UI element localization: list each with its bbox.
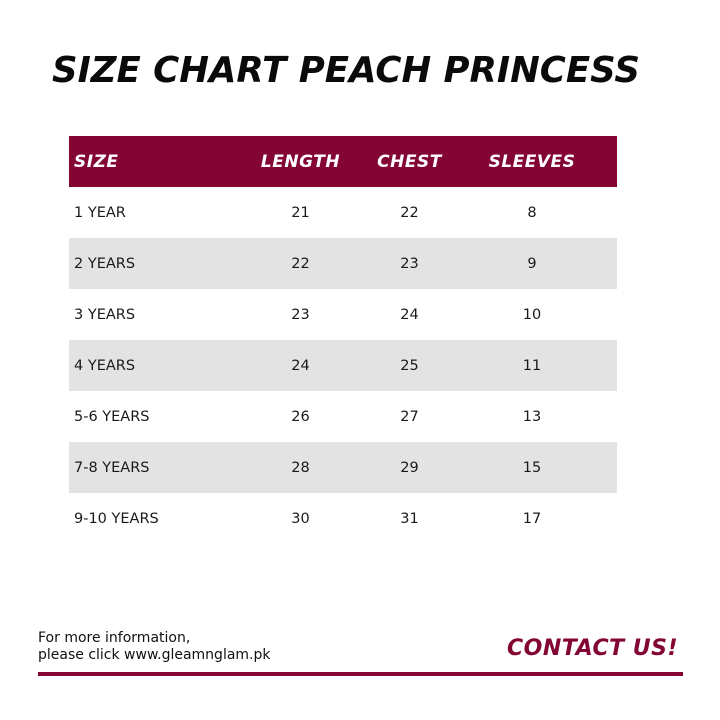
- more-info-note: [38, 630, 271, 664]
- page-title: SIZE CHART PEACH PRINCESS: [52, 50, 640, 91]
- chest-cell: 22: [400, 204, 419, 221]
- length-cell: 26: [291, 408, 310, 425]
- size-cell: 7-8 YEARS: [74, 459, 150, 476]
- length-cell: 22: [291, 255, 310, 272]
- size-cell: 9-10 YEARS: [74, 510, 159, 527]
- table-row: [69, 391, 617, 442]
- sleeves-cell: 13: [522, 408, 542, 425]
- length-cell: 23: [291, 306, 310, 323]
- footer-divider: [38, 672, 683, 676]
- table-row: [69, 340, 617, 391]
- sleeves-cell: 17: [522, 510, 542, 527]
- length-cell: 24: [291, 357, 310, 374]
- chest-cell: 25: [400, 357, 419, 374]
- sleeves-cell: 11: [522, 357, 542, 374]
- size-cell: 4 YEARS: [74, 357, 136, 374]
- size-chart-table: [69, 136, 617, 544]
- size-cell: 3 YEARS: [74, 306, 136, 323]
- table-header: [69, 136, 617, 187]
- chest-cell: 27: [400, 408, 419, 425]
- sleeves-cell: 10: [522, 306, 542, 323]
- length-cell: 28: [291, 459, 310, 476]
- chest-cell: 23: [400, 255, 419, 272]
- size-cell: 2 YEARS: [74, 255, 136, 272]
- chest-cell: 29: [400, 459, 419, 476]
- chest-cell: 31: [400, 510, 419, 527]
- column-header-length: LENGTH: [260, 151, 341, 172]
- sleeves-cell: 8: [527, 204, 537, 221]
- sleeves-cell: 15: [522, 459, 542, 476]
- table-row: [69, 493, 617, 544]
- table-row: [69, 442, 617, 493]
- sleeves-cell: 9: [527, 255, 537, 272]
- website-link-line[interactable]: please click www.gleamnglam.pk: [38, 647, 271, 663]
- column-header-size: SIZE: [74, 151, 119, 172]
- length-cell: 21: [291, 204, 310, 221]
- column-header-sleeves: SLEEVES: [488, 151, 576, 172]
- table-body: [69, 187, 617, 544]
- length-cell: 30: [291, 510, 310, 527]
- contact-us-link[interactable]: CONTACT US!: [507, 636, 678, 661]
- chest-cell: 24: [400, 306, 419, 323]
- table-header-row: [69, 136, 617, 187]
- size-cell: 1 YEAR: [74, 204, 126, 221]
- table-row: [69, 289, 617, 340]
- column-header-chest: CHEST: [377, 151, 442, 172]
- more-info-line: For more information,: [38, 630, 191, 646]
- table-row: [69, 238, 617, 289]
- size-cell: 5-6 YEARS: [74, 408, 150, 425]
- table-row: [69, 187, 617, 238]
